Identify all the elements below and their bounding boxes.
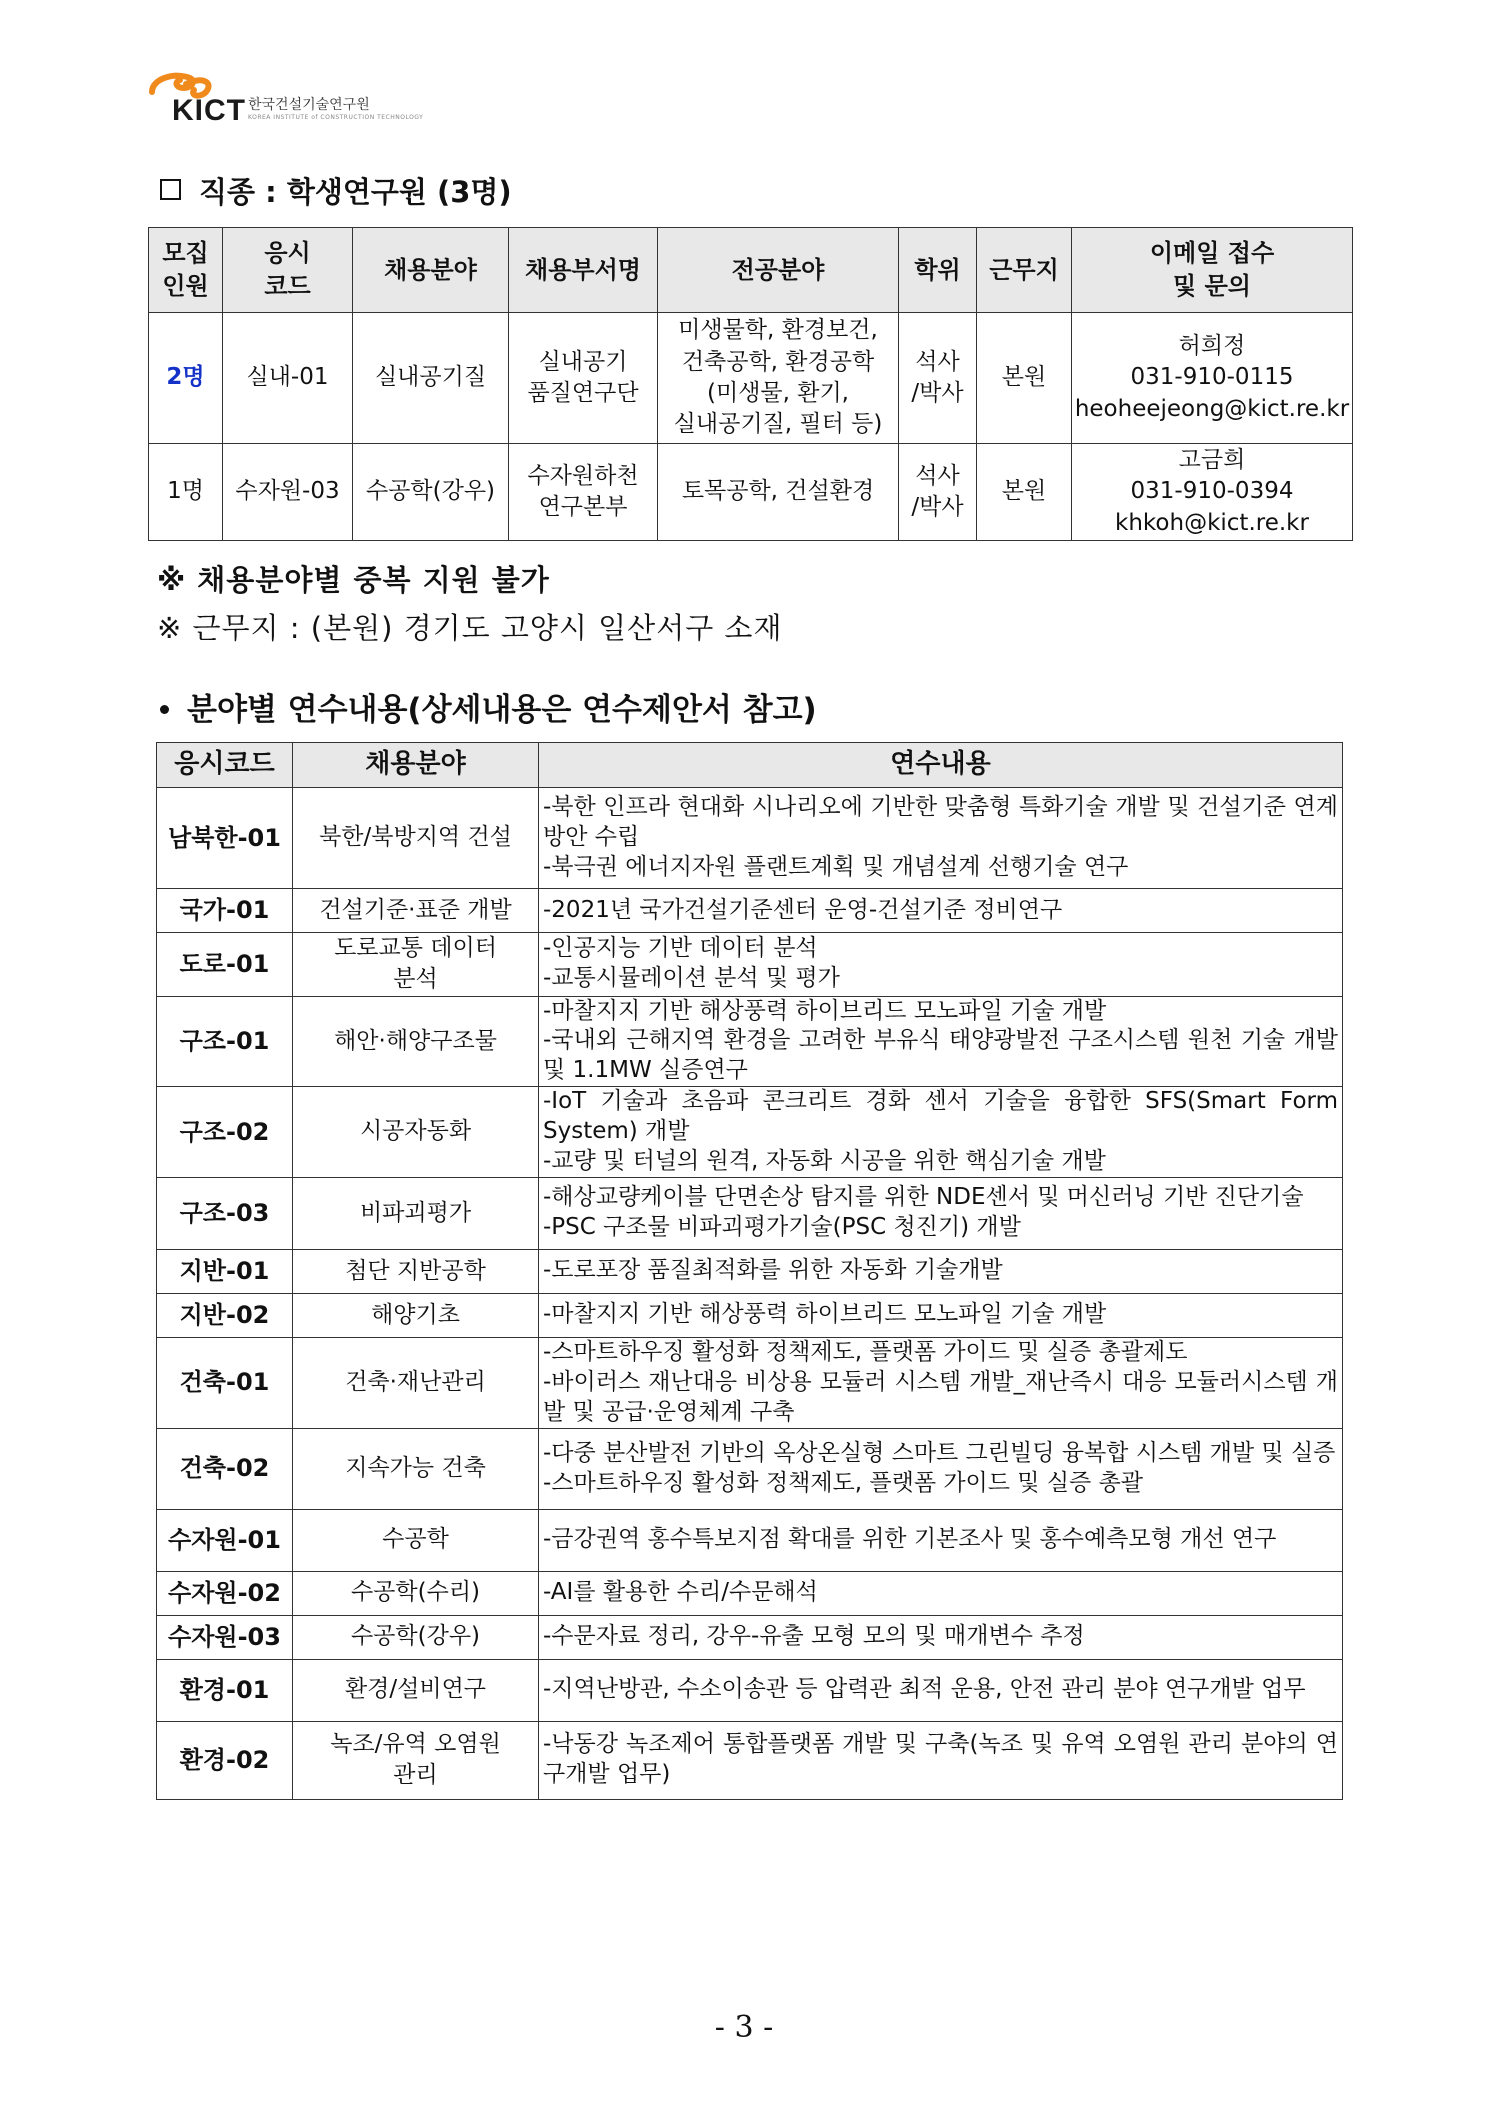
hiring-field: 환경/설비연구	[293, 1659, 539, 1721]
section1-heading	[160, 170, 512, 211]
table-row	[157, 1659, 1343, 1721]
note-no-duplicate: ※ 채용분야별 중복 지원 불가	[157, 563, 550, 597]
table-row	[157, 1337, 1343, 1428]
exam-code: 지반-02	[157, 1293, 293, 1337]
exam-code: 구조-02	[157, 1087, 293, 1178]
exam-code: 환경-01	[157, 1659, 293, 1721]
training-content-line: -금강권역 홍수특보지점 확대를 위한 기본조사 및 홍수예측모형 개선 연구	[543, 1526, 1277, 1553]
col-header-contact: 이메일 접수 및 문의	[1072, 228, 1353, 313]
table-row	[157, 1177, 1343, 1249]
section1-title: 직종 : 학생연구원 (3명)	[199, 175, 512, 209]
degree: 석사 /박사	[899, 313, 977, 444]
hiring-field: 지속가능 건축	[293, 1428, 539, 1509]
training-content-line: -해상교량케이블 단면손상 탐지를 위한 NDE센서 및 머신러닝 기반 진단기술	[543, 1184, 1304, 1211]
training-content-line: -2021년 국가건설기준센터 운영-건설기준 정비연구	[543, 896, 1063, 923]
training-content	[539, 1571, 1343, 1615]
training-content-line: -스마트하우징 활성화 정책제도, 플랫폼 가이드 및 실증 총괄제도	[543, 1338, 1188, 1365]
table-row	[157, 996, 1343, 1087]
training-content	[539, 933, 1343, 997]
contact-info: 허희정 031-910-0115 heoheejeong@kict.re.kr	[1072, 313, 1353, 444]
training-content	[539, 788, 1343, 889]
table-row	[157, 1428, 1343, 1509]
logo-korean-name: 한국건설기술연구원	[248, 97, 370, 113]
col-header-dept: 채용부서명	[509, 228, 658, 313]
hiring-field: 수공학(수리)	[293, 1571, 539, 1615]
training-content-line: -낙동강 녹조제어 통합플랫폼 개발 및 구축(녹조 및 유역 오염원 관리 분야의 연구개발 업무)	[543, 1731, 1338, 1788]
training-content	[539, 889, 1343, 933]
section2-heading	[160, 684, 817, 729]
training-content-line: -마찰지지 기반 해상풍력 하이브리드 모노파일 기술 개발	[543, 997, 1107, 1024]
recruit-count: 2명	[149, 313, 223, 444]
table-row	[157, 1509, 1343, 1571]
exam-code: 국가-01	[157, 889, 293, 933]
exam-code: 수자원-02	[157, 1571, 293, 1615]
table-row	[157, 1249, 1343, 1293]
table-row	[149, 313, 1353, 444]
bullet-icon	[160, 705, 169, 714]
exam-code: 지반-01	[157, 1249, 293, 1293]
work-location: 본원	[977, 313, 1072, 444]
training-content	[539, 1509, 1343, 1571]
hiring-field: 실내공기질	[353, 313, 509, 444]
training-content-line: -인공지능 기반 데이터 분석	[543, 935, 818, 962]
logo-english-name: KOREA INSTITUTE of CONSTRUCTION TECHNOLOGY	[248, 114, 424, 121]
logo-text: KICT	[172, 94, 246, 127]
training-content	[539, 1721, 1343, 1799]
section2-title: 분야별 연수내용(상세내용은 연수제안서 참고)	[187, 692, 817, 728]
table-row	[157, 1615, 1343, 1659]
training-content-line: -마찰지지 기반 해상풍력 하이브리드 모노파일 기술 개발	[543, 1301, 1107, 1328]
department: 실내공기 품질연구단	[509, 313, 658, 444]
hiring-field: 녹조/유역 오염원 관리	[293, 1721, 539, 1799]
training-content-line: -다중 분산발전 기반의 옥상온실형 스마트 그린빌딩 융복합 시스템 개발 및 실증	[543, 1439, 1336, 1466]
hiring-field: 북한/북방지역 건설	[293, 788, 539, 889]
exam-code: 구조-03	[157, 1177, 293, 1249]
exam-code: 구조-01	[157, 996, 293, 1087]
col-header-location: 근무지	[977, 228, 1072, 313]
exam-code: 건축-02	[157, 1428, 293, 1509]
col-header-training-content: 연수내용	[539, 743, 1343, 788]
hiring-field: 건설기준·표준 개발	[293, 889, 539, 933]
hiring-field: 건축·재난관리	[293, 1337, 539, 1428]
checkbox-square-icon	[160, 179, 181, 200]
col-header-hiring-field: 채용분야	[293, 743, 539, 788]
training-content	[539, 1249, 1343, 1293]
training-content	[539, 996, 1343, 1087]
kict-logo	[142, 70, 424, 130]
training-content-line: -스마트하우징 활성화 정책제도, 플랫폼 가이드 및 실증 총괄	[543, 1469, 1144, 1496]
exam-code: 수자원-03	[223, 444, 353, 541]
table-row	[157, 889, 1343, 933]
recruitment-table-header	[149, 228, 1353, 313]
note-work-location: ※ 근무지 : (본원) 경기도 고양시 일산서구 소재	[157, 611, 783, 645]
training-content-line: -PSC 구조물 비파괴평가기술(PSC 청진기) 개발	[543, 1214, 1021, 1241]
training-table-header	[157, 743, 1343, 788]
hiring-field: 해양기초	[293, 1293, 539, 1337]
table-row	[157, 788, 1343, 889]
training-content	[539, 1337, 1343, 1428]
training-content	[539, 1428, 1343, 1509]
training-content	[539, 1087, 1343, 1178]
recruitment-table	[148, 227, 1353, 541]
table-row	[157, 1571, 1343, 1615]
training-content-line: -지역난방관, 수소이송관 등 압력관 최적 운용, 안전 관리 분야 연구개발 업무	[543, 1676, 1306, 1703]
training-content-line: -도로포장 품질최적화를 위한 자동화 기술개발	[543, 1257, 1003, 1284]
training-content-line: -교통시뮬레이션 분석 및 평가	[543, 965, 840, 992]
training-content-line: -교량 및 터널의 원격, 자동화 시공을 위한 핵심기술 개발	[543, 1147, 1106, 1174]
exam-code: 건축-01	[157, 1337, 293, 1428]
exam-code: 수자원-01	[157, 1509, 293, 1571]
hiring-field: 비파괴평가	[293, 1177, 539, 1249]
major-field: 미생물학, 환경보건, 건축공학, 환경공학 (미생물, 환기, 실내공기질, 필터 등)	[658, 313, 899, 444]
hiring-field: 도로교통 데이터 분석	[293, 933, 539, 997]
exam-code: 도로-01	[157, 933, 293, 997]
hiring-field: 해안·해양구조물	[293, 996, 539, 1087]
training-content-line: -수문자료 정리, 강우-유출 모형 모의 및 매개변수 추정	[543, 1623, 1085, 1650]
hiring-field: 수공학(강우)	[353, 444, 509, 541]
hiring-field: 수공학(강우)	[293, 1615, 539, 1659]
training-content	[539, 1659, 1343, 1721]
training-content-line: -바이러스 재난대응 비상용 모듈러 시스템 개발_재난즉시 대응 모듈러시스템 개발 및 공급·운영체계 구축	[543, 1368, 1338, 1425]
training-content-line: -IoT 기술과 초음파 콘크리트 경화 센서 기술을 융합한 SFS(Smart Form System) 개발	[543, 1088, 1338, 1145]
department: 수자원하천 연구본부	[509, 444, 658, 541]
col-header-count: 모집 인원	[149, 228, 223, 313]
table-row	[157, 1293, 1343, 1337]
training-content	[539, 1177, 1343, 1249]
table-row	[157, 1087, 1343, 1178]
training-content-line: -북극권 에너지자원 플랜트계획 및 개념설계 선행기술 연구	[543, 853, 1129, 880]
major-field: 토목공학, 건설환경	[658, 444, 899, 541]
hiring-field: 첨단 지반공학	[293, 1249, 539, 1293]
exam-code: 수자원-03	[157, 1615, 293, 1659]
col-header-degree: 학위	[899, 228, 977, 313]
exam-code: 실내-01	[223, 313, 353, 444]
exam-code: 환경-02	[157, 1721, 293, 1799]
training-content-line: -AI를 활용한 수리/수문해석	[543, 1579, 818, 1606]
exam-code: 남북한-01	[157, 788, 293, 889]
training-content-line: -국내외 근해지역 환경을 고려한 부유식 태양광발전 구조시스템 원천 기술 개발 및 1.1MW 실증연구	[543, 1027, 1338, 1084]
table-row	[157, 933, 1343, 997]
table-row	[149, 444, 1353, 541]
contact-info: 고금희 031-910-0394 khkoh@kict.re.kr	[1072, 444, 1353, 541]
recruit-count: 1명	[149, 444, 223, 541]
training-content	[539, 1615, 1343, 1659]
col-header-code: 응시 코드	[223, 228, 353, 313]
work-location: 본원	[977, 444, 1072, 541]
training-content-line: -북한 인프라 현대화 시나리오에 기반한 맞춤형 특화기술 개발 및 건설기준 연계방안 수립	[543, 794, 1338, 851]
col-header-exam-code: 응시코드	[157, 743, 293, 788]
training-table	[156, 742, 1343, 1800]
training-content	[539, 1293, 1343, 1337]
table-row	[157, 1721, 1343, 1799]
degree: 석사 /박사	[899, 444, 977, 541]
page-number: - 3 -	[714, 2010, 774, 2045]
col-header-field: 채용분야	[353, 228, 509, 313]
hiring-field: 시공자동화	[293, 1087, 539, 1178]
col-header-major: 전공분야	[658, 228, 899, 313]
hiring-field: 수공학	[293, 1509, 539, 1571]
